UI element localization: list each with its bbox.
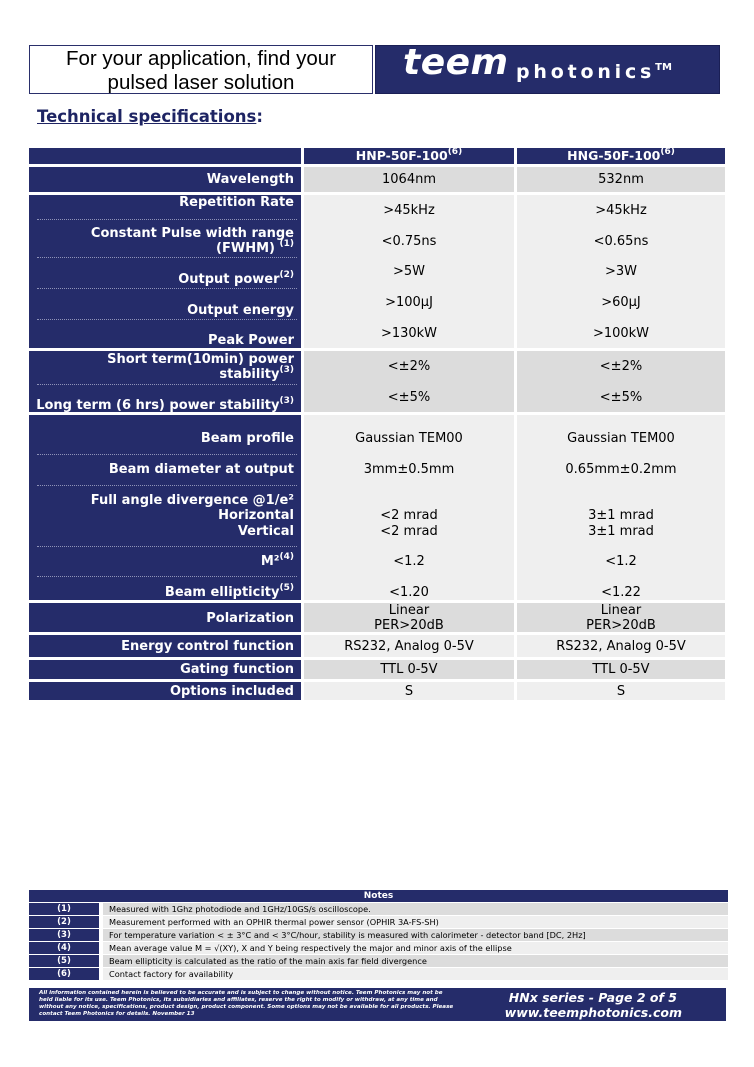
note-text: Contact factory for availability [103, 968, 728, 980]
model-header-2 [517, 148, 725, 164]
model-name-2: HNG-50F-100 [567, 148, 661, 163]
m2-label [260, 551, 294, 569]
m2-value-1: <1.2 [393, 554, 425, 569]
logo-main-text: teem [403, 42, 509, 83]
ellipticity-label [164, 582, 294, 600]
polarization-value-cell-1 [304, 603, 514, 632]
row-separator [37, 384, 297, 385]
logo-trademark: TM [655, 62, 672, 73]
options-label: Options included [169, 684, 294, 699]
ellipticity-label-text: Beam ellipticity [164, 585, 280, 600]
long-term-value-1: <±5% [387, 390, 431, 405]
wavelength-label-cell [29, 167, 301, 192]
energy-control-label: Energy control function [121, 639, 294, 654]
notes-title: Notes [29, 890, 728, 902]
note-row [29, 929, 728, 941]
note-row [29, 942, 728, 954]
output-power-value-1: >5W [392, 264, 426, 279]
polarization-value-2b: PER>20dB [586, 618, 656, 633]
stability-values-1 [304, 351, 514, 412]
beam-diameter-value-1: 3mm±0.5mm [363, 462, 455, 477]
long-term-note: (3) [279, 395, 294, 406]
rep-rate-label: Repetition Rate [179, 195, 294, 210]
m2-label-text: M² [260, 554, 280, 569]
beam-profile-value-1: Gaussian TEM00 [355, 431, 463, 446]
long-term-label-text: Long term (6 hrs) power stability [36, 398, 280, 413]
short-term-label-1: Short term(10min) power [107, 352, 294, 367]
section-title-text: Technical specifications [37, 107, 257, 126]
m2-value-2: <1.2 [605, 554, 637, 569]
long-term-value-2: <±5% [599, 390, 643, 405]
note-text: Measured with 1Ghz photodiode and 1GHz/10GS/s oscilloscope. [103, 903, 728, 915]
beam-diameter-label: Beam diameter at output [108, 462, 294, 477]
output-energy-label: Output energy [187, 303, 294, 318]
note-text: Mean average value M = √(XY), X and Y being respectively the major and minor axis of the ellipse [103, 942, 728, 954]
tagline-line-1: For your application, find your [65, 47, 337, 70]
options-value-cell-2 [517, 682, 725, 700]
performance-values-1 [304, 195, 514, 348]
note-number: (1) [29, 903, 99, 915]
beam-diameter-value-2: 0.65mm±0.2mm [565, 462, 677, 477]
note-row [29, 916, 728, 928]
options-value-2: S [616, 684, 626, 699]
performance-label-block [29, 195, 301, 348]
stability-label-block [29, 351, 301, 412]
tagline-line-2: pulsed laser solution [107, 71, 295, 94]
polarization-label-cell [29, 603, 301, 632]
short-term-note: (3) [279, 364, 294, 375]
energy-control-value-1: RS232, Analog 0-5V [344, 639, 474, 654]
logo-sub-word: photonics [516, 61, 656, 83]
note-row [29, 955, 728, 967]
row-separator [37, 485, 297, 486]
long-term-label [36, 395, 294, 413]
pulse-width-value-2: <0.65ns [593, 234, 649, 249]
short-term-label-2-text: stability [219, 367, 280, 382]
note-number: (5) [29, 955, 99, 967]
teem-photonics-logo [375, 42, 720, 94]
options-value-cell-1 [304, 682, 514, 700]
options-value-1: S [404, 684, 414, 699]
energy-control-value-cell-1 [304, 635, 514, 657]
model-note-2: (6) [660, 146, 675, 157]
page-indicator: HNx series - Page 2 of 5 [508, 990, 677, 1005]
gating-value-2: TTL 0-5V [592, 662, 650, 677]
table-corner [29, 148, 301, 164]
note-row [29, 903, 728, 915]
note-number: (4) [29, 942, 99, 954]
ellipticity-value-1: <1.20 [389, 585, 429, 600]
website-link[interactable]: www.teemphotonics.com [504, 1005, 682, 1020]
model-note-1: (6) [447, 146, 463, 157]
short-term-value-2: <±2% [599, 359, 643, 374]
note-text: Beam ellipticity is calculated as the ratio of the main axis far field divergence [103, 955, 728, 967]
beam-values-1 [304, 415, 514, 600]
note-number: (2) [29, 916, 99, 928]
pulse-width-label-2-text: (FWHM) [216, 241, 275, 256]
polarization-value-2a: Linear [600, 603, 642, 618]
polarization-label: Polarization [206, 611, 294, 626]
ellipticity-note: (5) [279, 582, 294, 593]
row-separator [37, 288, 297, 289]
peak-power-value-1: >130kW [380, 326, 438, 341]
wavelength-label: Wavelength [206, 172, 294, 187]
model-name-1: HNP-50F-100 [355, 148, 448, 163]
output-power-note: (2) [279, 269, 294, 280]
pulse-width-label-2 [216, 238, 294, 256]
vertical-value-1: <2 mrad [380, 524, 438, 539]
vertical-label: Vertical [237, 524, 294, 539]
note-number: (6) [29, 968, 99, 980]
wavelength-value-cell-2 [517, 167, 725, 192]
beam-label-block [29, 415, 301, 600]
peak-power-value-2: >100kW [592, 326, 650, 341]
beam-values-2 [517, 415, 725, 600]
model-header-1 [304, 148, 514, 164]
output-power-label [178, 269, 294, 287]
polarization-value-1a: Linear [388, 603, 430, 618]
section-title-colon: : [256, 107, 263, 126]
row-separator [37, 257, 297, 258]
tagline-box [29, 45, 373, 94]
section-title [37, 107, 263, 126]
footer-bar [29, 988, 726, 1021]
note-text: For temperature variation < ± 3°C and < 3°C/hour, stability is measured with calorimeter - detector band [DC, 2Hz] [103, 929, 728, 941]
gating-value-cell-1 [304, 660, 514, 679]
ellipticity-value-2: <1.22 [601, 585, 641, 600]
wavelength-value-2: 532nm [598, 172, 644, 187]
pulse-width-note: (1) [279, 238, 294, 249]
beam-profile-value-2: Gaussian TEM00 [567, 431, 675, 446]
short-term-label-2 [219, 364, 294, 382]
m2-note: (4) [279, 551, 294, 562]
horizontal-label: Horizontal [218, 508, 294, 523]
output-energy-value-1: >100µJ [385, 295, 433, 310]
output-energy-value-2: >60µJ [601, 295, 641, 310]
row-separator [37, 319, 297, 320]
output-power-value-2: >3W [604, 264, 638, 279]
row-separator [37, 546, 297, 547]
polarization-value-1b: PER>20dB [374, 618, 444, 633]
row-separator [37, 576, 297, 577]
pulse-width-label-1: Constant Pulse width range [90, 226, 294, 241]
energy-control-label-cell [29, 635, 301, 657]
footer-disclaimer: All information contained herein is believed to be accurate and is subject to change without notice. Teem Photonics may not be held liable for its use. Teem Photonics, its subsidiaries and affiliates, reserve the right to modify or withdraw, at any time and without any notice, specifications, product design, product component. Some options may not be available for all products. Please contact Teem Photonics for details. November 13 [39, 990, 454, 1017]
polarization-value-cell-2 [517, 603, 725, 632]
gating-value-cell-2 [517, 660, 725, 679]
rep-rate-value-1: >45kHz [383, 203, 435, 218]
output-power-label-text: Output power [178, 272, 280, 287]
short-term-value-1: <±2% [387, 359, 431, 374]
gating-label: Gating function [180, 662, 294, 677]
gating-label-cell [29, 660, 301, 679]
row-separator [37, 219, 297, 220]
horizontal-value-2: 3±1 mrad [588, 508, 654, 523]
vertical-value-2: 3±1 mrad [588, 524, 654, 539]
logo-sub-text [516, 61, 672, 83]
peak-power-label: Peak Power [208, 333, 294, 348]
beam-profile-label: Beam profile [200, 431, 294, 446]
note-number: (3) [29, 929, 99, 941]
row-separator [37, 454, 297, 455]
energy-control-value-cell-2 [517, 635, 725, 657]
gating-value-1: TTL 0-5V [380, 662, 438, 677]
rep-rate-value-2: >45kHz [595, 203, 647, 218]
stability-values-2 [517, 351, 725, 412]
divergence-label: Full angle divergence @1/e² [90, 493, 294, 508]
wavelength-value-cell-1 [304, 167, 514, 192]
energy-control-value-2: RS232, Analog 0-5V [556, 639, 686, 654]
performance-values-2 [517, 195, 725, 348]
pulse-width-value-1: <0.75ns [381, 234, 437, 249]
horizontal-value-1: <2 mrad [380, 508, 438, 523]
note-row [29, 968, 728, 980]
options-label-cell [29, 682, 301, 700]
note-text: Measurement performed with an OPHIR thermal power sensor (OPHIR 3A-FS-SH) [103, 916, 728, 928]
wavelength-value-1: 1064nm [382, 172, 436, 187]
